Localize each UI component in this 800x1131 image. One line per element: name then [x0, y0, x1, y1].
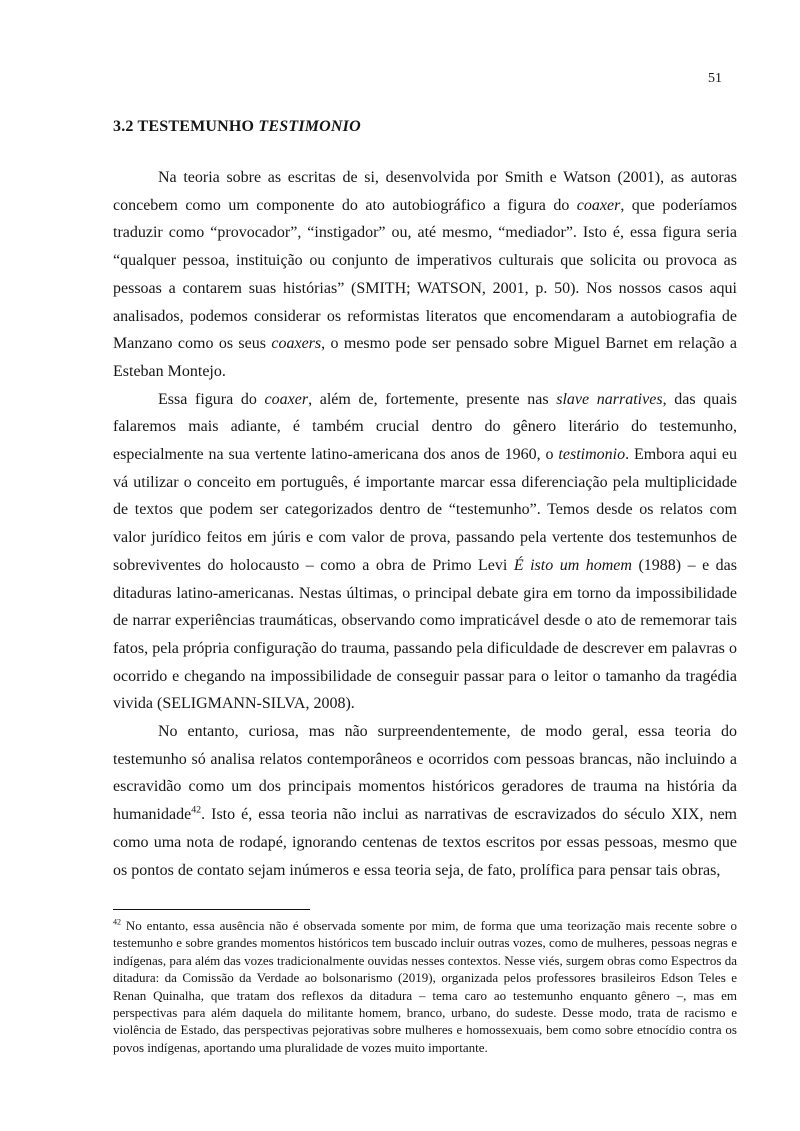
footnote-area: [113, 909, 737, 1056]
footnote-text: $^{42}$ No entanto, essa ausência não é observada somente por mim, de forma que uma teorização mais recente sobre o testemunho e sobre grandes momentos históricos tem buscado incluir outras vozes, como de mulheres, pessoas negras e indígenas, para além das vozes tradicionalmente ouvidas nesses contextos. Nesse viés, surgem obras como Espectros da ditadura: da Comissão da Verdade ao bolsonarismo (2019), organizada pelos professores brasileiros Edson Teles e Renan Quinalha, que tratam dos reflexos da ditadura – tema caro ao testemunho enquanto gênero –, mas em perspectivas para além daquela do militante homem, branco, urbano, do sudeste. Desse modo, trata de racismo e violência de Estado, das perspectivas pejorativas sobre mulheres e homossexuais, bem como sobre etnocídio contra os povos indígenas, aportando uma pluralidade de vozes muito importante.: [113, 917, 737, 1055]
body-paragraph: Na teoria sobre as escritas de si, desenvolvida por Smith e Watson (2001), as autoras concebem como um componente do ato autobiográfico a figura do coaxer, que poderíamos traduzir como “provocador”, “instigador” ou, até mesmo, “mediador”. Isto é, essa figura seria “qualquer pessoa, instituição ou conjunto de imperativos culturais que solicita ou provoca as pessoas a contarem suas histórias” (SMITH; WATSON, 2001, p. 50). Nos nossos casos aqui analisados, podemos considerar os reformistas literatos que encomendaram a autobiografia de Manzano como os seus coaxers, o mesmo pode ser pensado sobre Miguel Barnet em relação a Esteban Montejo.: [113, 169, 737, 380]
body-paragraph: No entanto, curiosa, mas não surpreendentemente, de modo geral, essa teoria do testemunho só analisa relatos contemporâneos e ocorridos com pessoas brancas, não incluindo a escravidão como um dos principais momentos históricos geradores de trauma na história da humanidade$^{42}$. Isto é, essa teoria não inclui as narrativas de escravizados do século XIX, nem como uma nota de rodapé, ignorando centenas de textos escritos por essas pessoas, mesmo que os pontos de contato sejam inúmeros e essa teoria seja, de fato, prolífica para pensar tais obras,: [113, 723, 737, 879]
body-text: [113, 164, 737, 884]
page-number: 51: [708, 71, 722, 86]
footnote-separator-rule: [113, 909, 310, 910]
body-paragraph: Essa figura do coaxer, além de, fortemente, presente nas slave narratives, das quais falaremos mais adiante, é também crucial dentro do gênero literário do testemunho, especialmente na sua vertente latino-americana dos anos de 1960, o testimonio. Embora aqui eu vá utilizar o conceito em português, é importante marcar essa diferenciação pela multiplicidade de textos que podem ser categorizados dentro de “testemunho”. Temos desde os relatos com valor jurídico feitos em júris e com valor de prova, passando pela vertente dos testemunhos de sobreviventes do holocausto – como a obra de Primo Levi É isto um homem (1988) – e das ditaduras latino-americanas. Nestas últimas, o principal debate gira em torno da impossibilidade de narrar experiências traumáticas, observando como impraticável desde o ato de rememorar tais fatos, pela própria configuração do trauma, passando pela dificuldade de descrever em palavras o ocorrido e chegando na impossibilidade de conseguir passar para o leitor o tamanho da tragédia vivida (SELIGMANN-SILVA, 2008).: [113, 390, 738, 713]
section-heading: 3.2 TESTEMUNHO TESTIMONIO: [113, 118, 361, 135]
